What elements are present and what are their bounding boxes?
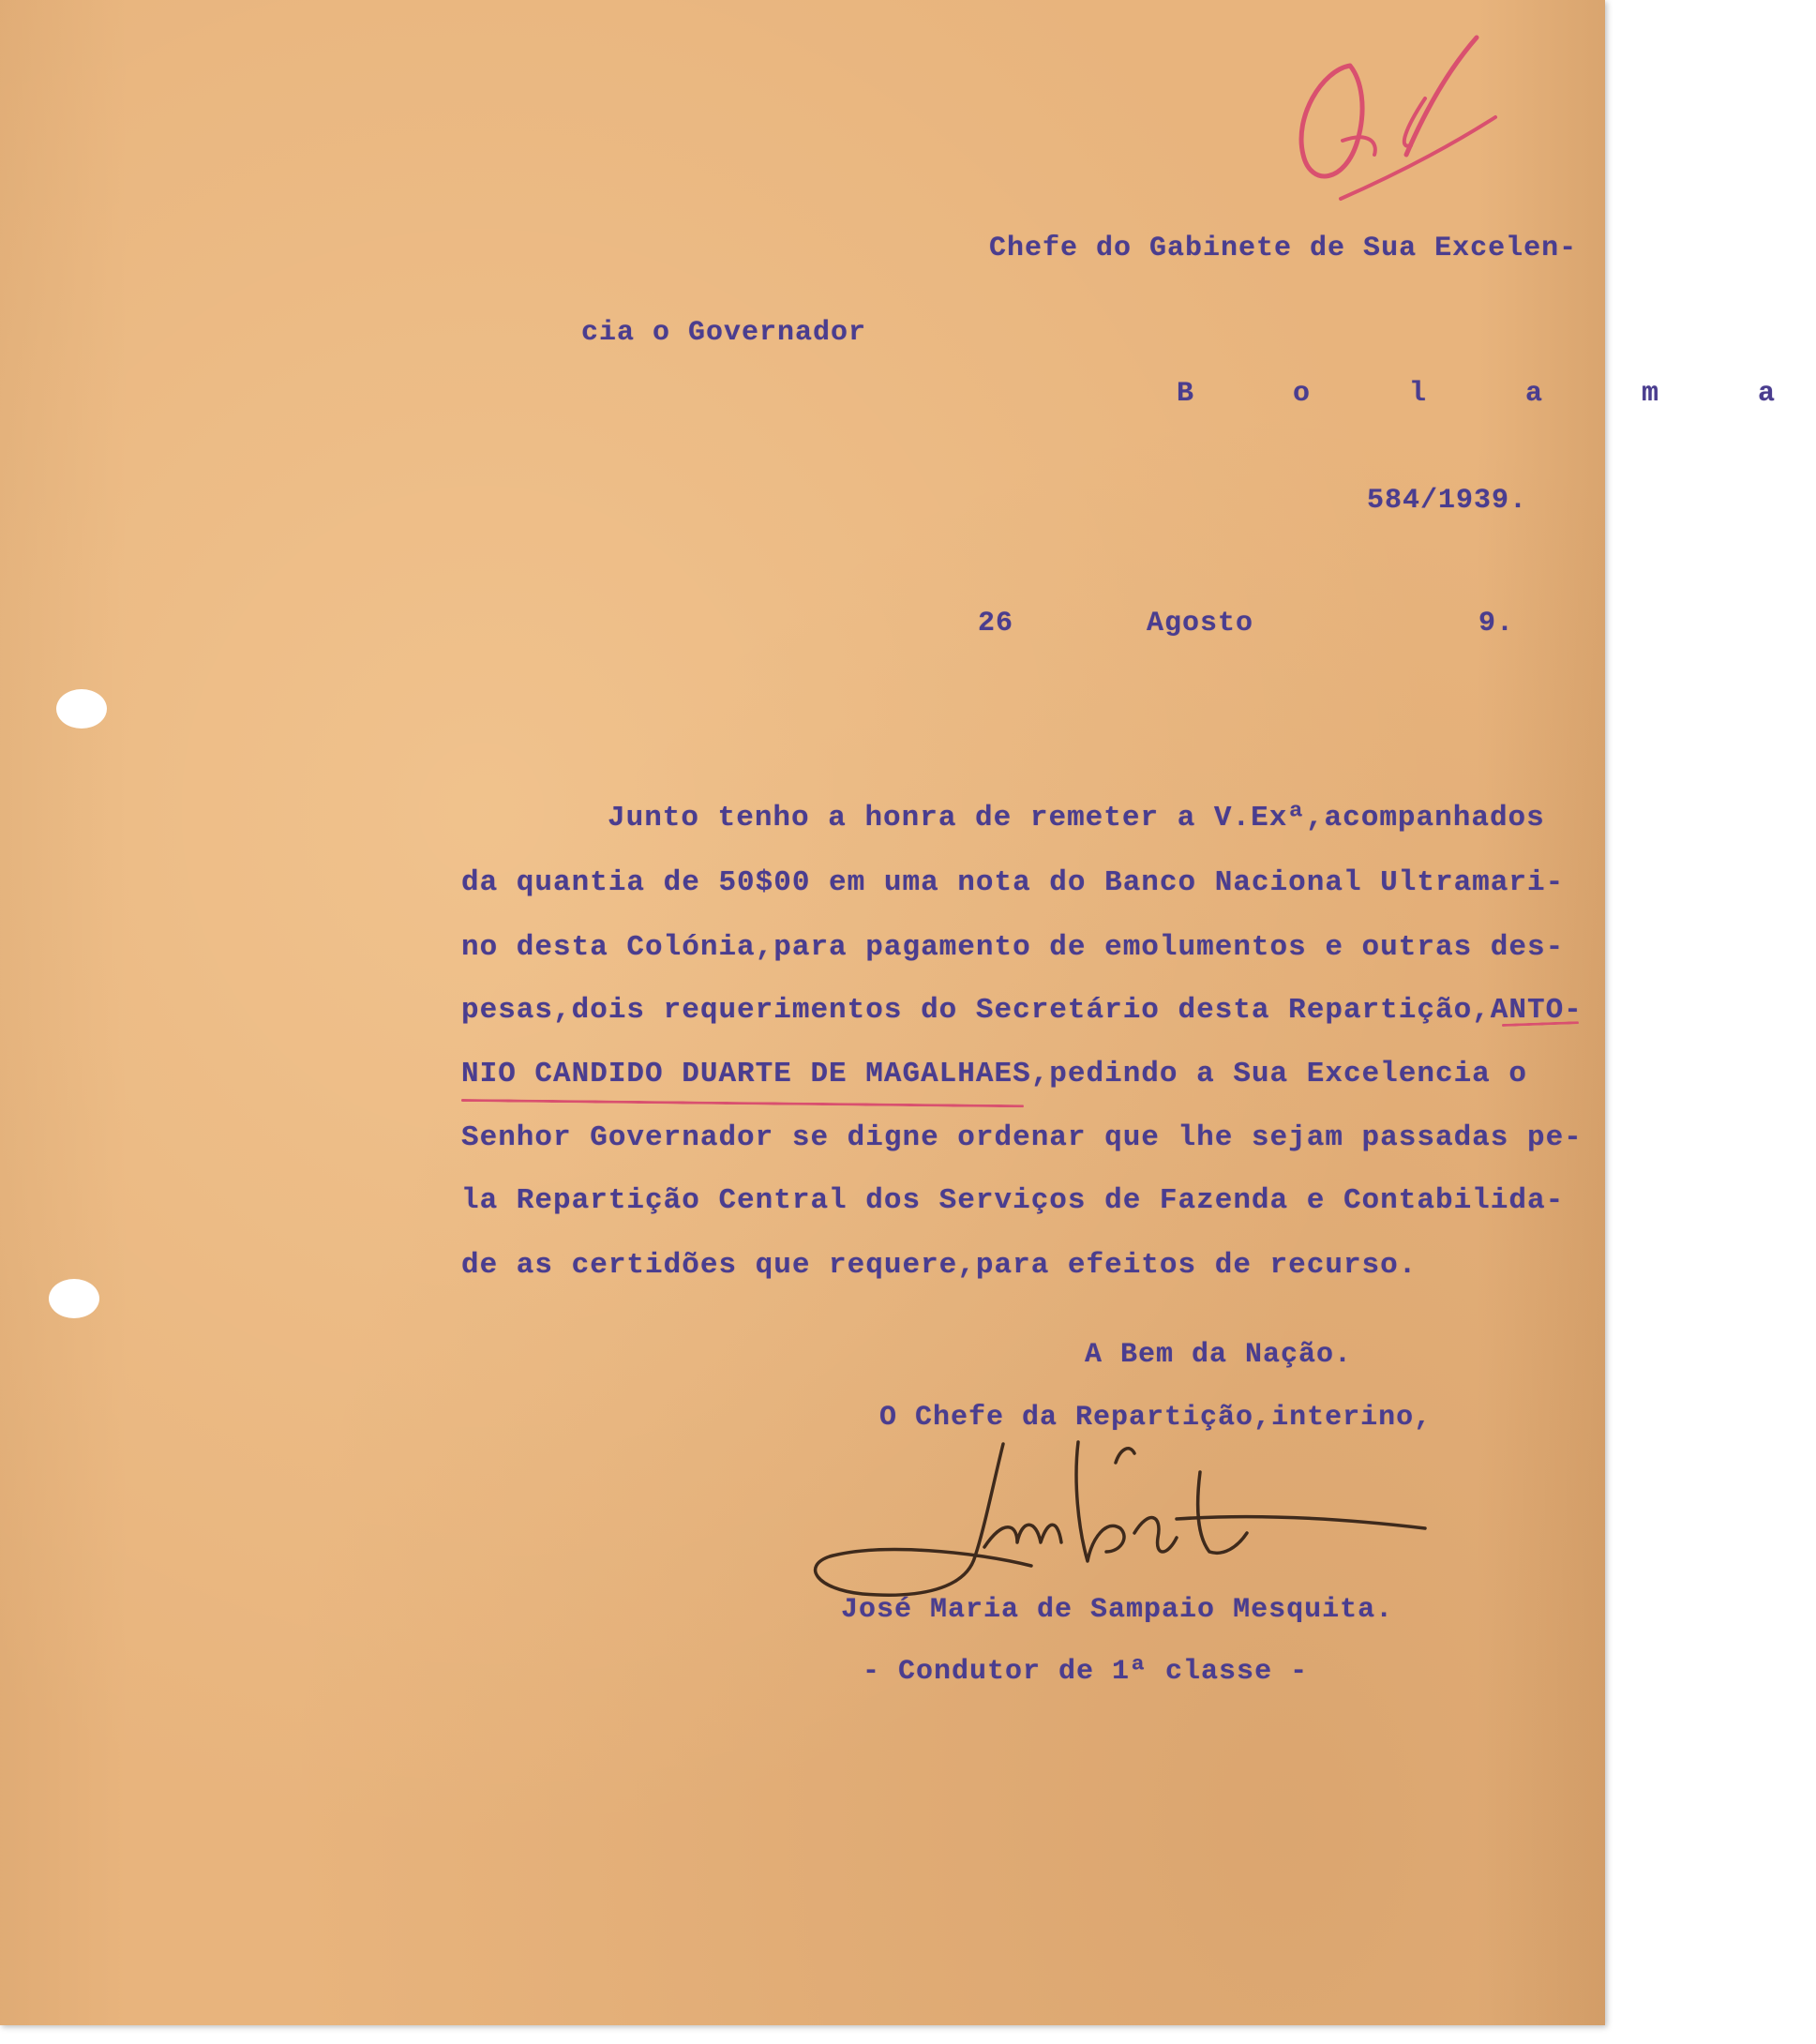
date-year: 9. [1478, 608, 1515, 639]
name-underline-2 [461, 1099, 1024, 1107]
body-line-3: no desta Colónia,para pagamento de emolumentos e outras des- [461, 931, 1565, 964]
body-line-1: Junto tenho a honra de remeter a V.Exª,acompanhados [608, 802, 1545, 834]
body-line-6: Senhor Governador se digne ordenar que lhe sejam passadas pe- [461, 1121, 1583, 1154]
body-line-5: NIO CANDIDO DUARTE DE MAGALHAES,pedindo a Sua Excelencia o [461, 1058, 1527, 1090]
reference-number: 584/1939. [1367, 485, 1528, 517]
body-line-7: la Repartição Central dos Serviços de Fazenda e Contabilida- [461, 1184, 1565, 1217]
date-day: 26 [978, 608, 1014, 639]
red-initials-mark [1284, 28, 1509, 206]
body-line-8: de as certidões que requere,para efeitos de recurso. [461, 1249, 1418, 1282]
recipient-line-1: Chefe do Gabinete de Sua Excelen- [989, 233, 1578, 264]
signer-rank: - Condutor de 1ª classe - [863, 1656, 1309, 1688]
place-name: B o l a m a [1177, 378, 1816, 410]
signer-name: José Maria de Sampaio Mesquita. [841, 1594, 1394, 1626]
punch-hole-bottom [49, 1279, 99, 1318]
recipient-line-2: cia o Governador [581, 317, 867, 349]
body-line-2: da quantia de 50$00 em uma nota do Banco Nacional Ultramari- [461, 866, 1565, 899]
body-line-4: pesas,dois requerimentos do Secretário desta Repartição,ANTO- [461, 994, 1583, 1027]
closing-salutation: A Bem da Nação. [1085, 1339, 1353, 1371]
signer-title: O Chefe da Repartição,interino, [879, 1402, 1433, 1434]
punch-hole-top [56, 689, 107, 729]
date-month: Agosto [1147, 608, 1254, 639]
handwritten-signature [806, 1425, 1444, 1613]
